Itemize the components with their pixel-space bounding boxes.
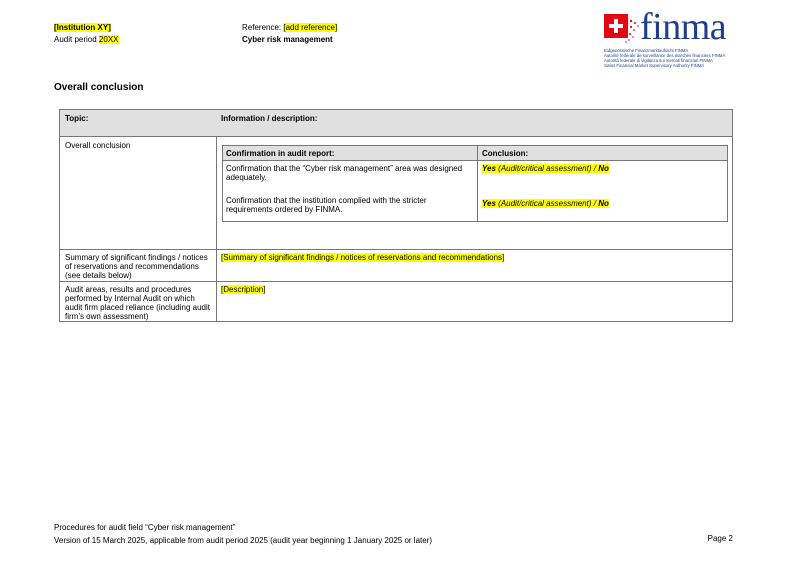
- institution-name: [Institution XY]: [54, 23, 111, 32]
- header-topic-cell: Topic:: [65, 114, 89, 123]
- table-header-row: [60, 110, 732, 136]
- conclusion-mid: (Audit/critical assessment) /: [495, 164, 599, 173]
- row-label-summary: Summary of significant findings / notices of reservations and recommendations (see details below): [65, 253, 208, 280]
- conclusion-design: [482, 164, 609, 173]
- page-number: Page 2: [707, 534, 733, 543]
- conclusion-no: No: [598, 164, 609, 173]
- logo-wordmark: finma: [640, 6, 727, 48]
- conclusion-mid: (Audit/critical assessment) /: [495, 199, 599, 208]
- audit-period-label: Audit period: [54, 35, 99, 44]
- logo-line-it: Autorità federale di vigilanza sui mercati finanziari FINMA: [604, 58, 713, 63]
- logo-line-de: Eidgenössische Finanzmarktaufsicht FINMA: [604, 48, 689, 53]
- confirmation-column-divider: [477, 146, 478, 221]
- header-info-cell: Information / description:: [221, 114, 318, 123]
- audit-period-value: 20XX: [98, 35, 119, 44]
- table-row: [60, 249, 732, 281]
- col-confirmation-header: Confirmation in audit report:: [226, 149, 335, 158]
- footer-line-2: Version of 15 March 2025, applicable from audit period 2025 (audit year beginning 1 January 2025 or later): [54, 536, 433, 545]
- confirmation-header-row: [223, 146, 727, 161]
- row-label-overall: Overall conclusion: [65, 141, 131, 150]
- col-conclusion-header: Conclusion:: [482, 149, 529, 158]
- logo-line-fr: Autorité fédérale de surveillance des marchés financiers FINMA: [604, 53, 726, 58]
- conclusion-no: No: [598, 199, 609, 208]
- conclusion-yes: Yes: [482, 164, 496, 173]
- row-value-description: [Description]: [221, 285, 266, 294]
- reference-value: [add reference]: [283, 23, 338, 32]
- header-institution-block: [54, 22, 119, 46]
- reference-label: Reference:: [242, 23, 284, 32]
- row-value-summary: [Summary of significant findings / notices of reservations and recommendations]: [221, 253, 505, 262]
- conclusion-yes: Yes: [482, 199, 496, 208]
- table-row: [60, 281, 732, 322]
- logo-dot-pattern-icon: [624, 16, 640, 44]
- header-reference-block: [242, 22, 337, 46]
- confirmation-text-design: Confirmation that the “Cyber risk management” area was designed adequately.: [226, 164, 463, 182]
- logo-line-en: Swiss Financial Market Supervisory Authority FINMA: [604, 63, 705, 68]
- conclusion-compliance: [482, 199, 609, 208]
- footer-line-1: Procedures for audit field “Cyber risk management”: [54, 523, 236, 532]
- finma-logo: [604, 6, 744, 74]
- confirmation-table: [222, 145, 728, 222]
- logo-authority-lines: [604, 48, 725, 68]
- section-title: Overall conclusion: [54, 82, 144, 93]
- row-label-audit-areas: Audit areas, results and procedures performed by Internal Audit on which audit firm placed reliance (including audit firm’s own assessment): [65, 285, 210, 321]
- footer-text: [54, 521, 432, 547]
- header-topic: Cyber risk management: [242, 35, 333, 44]
- confirmation-text-compliance: Confirmation that the institution complied with the stricter requirements ordered by FINMA.: [226, 196, 427, 214]
